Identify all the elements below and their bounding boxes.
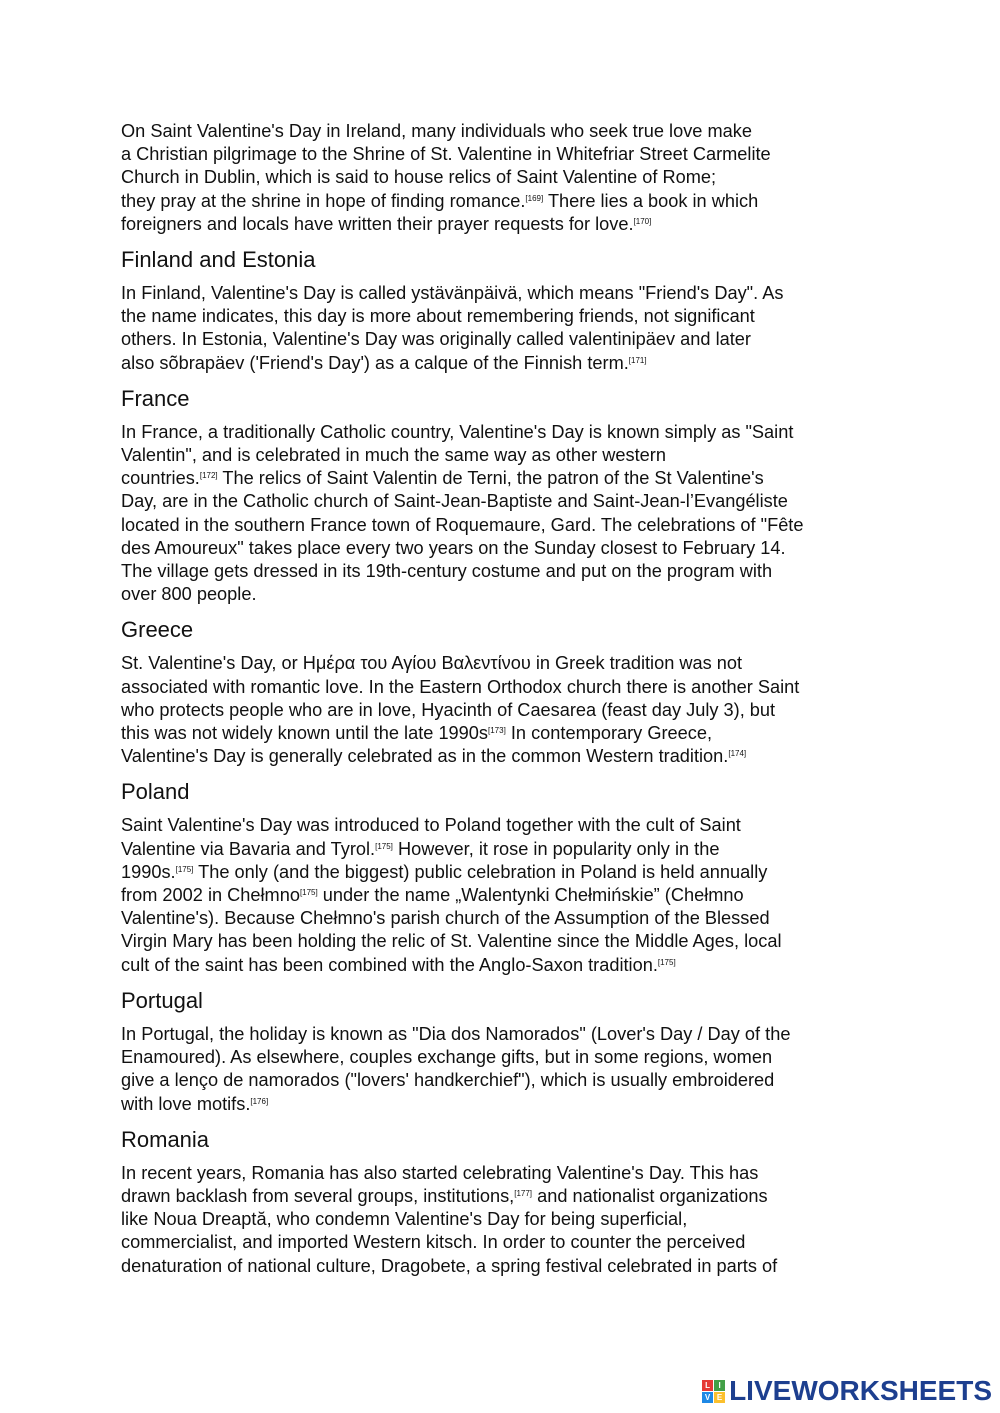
text-run: denaturation of national culture, Dragobete, a spring festival celebrated in parts of: [121, 1255, 778, 1276]
text-run: others. In Estonia, Valentine's Day was originally called valentinipäev and later: [121, 329, 751, 350]
citation-reference[interactable]: [175]: [657, 957, 676, 967]
citation-reference[interactable]: [172]: [199, 471, 218, 481]
citation-reference[interactable]: [173]: [488, 726, 506, 736]
citation-reference[interactable]: [170]: [633, 216, 652, 226]
citation-reference[interactable]: [175]: [175, 864, 194, 874]
text-run: foreigners and locals have written their prayer requests for love.: [121, 213, 634, 234]
text-run: like Noua Dreaptă, who condemn Valentine's Day for being superficial,: [121, 1209, 688, 1230]
logo-letter: V: [702, 1392, 713, 1403]
text-run: Valentin", and is celebrated in much the same way as other western: [121, 445, 666, 466]
section-heading: Finland and Estonia: [121, 247, 316, 273]
text-run: Valentine via Bavaria and Tyrol.: [121, 838, 376, 859]
text-run: In Finland, Valentine's Day is called ystävänpäivä, which means "Friend's Day". As: [121, 283, 784, 304]
liveworksheets-watermark: [702, 1375, 992, 1407]
section-paragraph: [121, 1023, 891, 1116]
text-run: located in the southern France town of Roquemaure, Gard. The celebrations of "Fête: [121, 514, 804, 535]
text-run: this was not widely known until the late 1990s: [121, 723, 488, 744]
text-run: In recent years, Romania has also started celebrating Valentine's Day. This has: [121, 1162, 759, 1183]
text-run: drawn backlash from several groups, institutions,: [121, 1185, 515, 1206]
citation-reference[interactable]: [169]: [525, 193, 544, 203]
citation-reference[interactable]: [175]: [375, 841, 393, 851]
citation-reference[interactable]: [176]: [250, 1096, 269, 1106]
text-run: Saint Valentine's Day was introduced to Poland together with the cult of Saint: [121, 815, 741, 836]
text-run: a Christian pilgrimage to the Shrine of St. Valentine in Whitefriar Street Carmelite: [121, 144, 771, 165]
section-heading: Greece: [121, 617, 194, 643]
text-run: commercialist, and imported Western kitsch. In order to counter the perceived: [121, 1232, 746, 1253]
text-run: Enamoured). As elsewhere, couples exchange gifts, but in some regions, women: [121, 1047, 773, 1068]
text-run: Valentine's Day is generally celebrated as in the common Western tradition.: [121, 746, 729, 767]
liveworksheets-logo-icon: [702, 1380, 725, 1403]
section-heading: Portugal: [121, 987, 203, 1013]
text-run: give a lenço de namorados ("lovers' handkerchief"), which is usually embroidered: [121, 1070, 775, 1091]
section-paragraph: [121, 421, 891, 607]
section-paragraph: [121, 1162, 891, 1278]
text-run: des Amoureux" takes place every two years on the Sunday closest to February 14.: [121, 537, 786, 558]
text-run: they pray at the shrine in hope of finding romance.: [121, 190, 526, 211]
text-run: The only (and the biggest) public celebration in Poland is held annually: [193, 861, 768, 882]
text-run: under the name „Walentynki Chełmińskie” (Chełmno: [317, 885, 744, 906]
text-run: from 2002 in Chełmno: [121, 885, 300, 906]
section-paragraph: [121, 282, 891, 375]
text-run: with love motifs.: [121, 1093, 251, 1114]
document-body: [121, 120, 891, 1278]
section-paragraph: [121, 120, 891, 236]
text-run: over 800 people.: [121, 584, 257, 605]
text-run: also sõbrapäev ('Friend's Day') as a calque of the Finnish term.: [121, 352, 629, 373]
text-run: St. Valentine's Day, or Ημέρα του Αγίου Βαλεντίνου in Greek tradition was not: [121, 653, 743, 674]
text-run: who protects people who are in love, Hyacinth of Caesarea (feast day July 3), but: [121, 699, 776, 720]
text-run: the name indicates, this day is more about remembering friends, not significant: [121, 306, 755, 327]
logo-letter: L: [702, 1380, 713, 1391]
section-heading: Poland: [121, 779, 190, 805]
text-run: However, it rose in popularity only in the: [392, 838, 720, 859]
citation-reference[interactable]: [174]: [728, 749, 747, 759]
watermark-text: LIVEWORKSHEETS: [729, 1375, 992, 1406]
text-run: In France, a traditionally Catholic country, Valentine's Day is known simply as "Saint: [121, 421, 794, 442]
text-run: Valentine's). Because Chełmno's parish church of the Assumption of the Blessed: [121, 908, 770, 929]
text-run: 1990s.: [121, 861, 176, 882]
text-run: Church in Dublin, which is said to house relics of Saint Valentine of Rome;: [121, 167, 717, 188]
text-run: In Portugal, the holiday is known as "Dia dos Namorados" (Lover's Day / Day of the: [121, 1023, 791, 1044]
citation-reference[interactable]: [177]: [514, 1188, 533, 1198]
citation-reference[interactable]: [171]: [628, 355, 647, 365]
text-run: In contemporary Greece,: [505, 723, 713, 744]
text-run: countries.: [121, 468, 200, 489]
section-paragraph: [121, 814, 891, 976]
logo-letter: I: [714, 1380, 725, 1391]
logo-letter: E: [714, 1392, 725, 1403]
section-heading: France: [121, 385, 190, 411]
text-run: associated with romantic love. In the Eastern Orthodox church there is another Saint: [121, 676, 800, 697]
text-run: and nationalist organizations: [532, 1185, 768, 1206]
section-heading: Romania: [121, 1126, 210, 1152]
text-run: cult of the saint has been combined with the Anglo-Saxon tradition.: [121, 954, 658, 975]
text-run: The relics of Saint Valentin de Terni, the patron of the St Valentine's: [217, 468, 764, 489]
citation-reference[interactable]: [175]: [299, 888, 318, 898]
text-run: Virgin Mary has been holding the relic of St. Valentine since the Middle Ages, local: [121, 931, 782, 952]
text-run: There lies a book in which: [543, 190, 759, 211]
text-run: Day, are in the Catholic church of Saint-Jean-Baptiste and Saint-Jean-l’Evangéliste: [121, 491, 788, 512]
text-run: The village gets dressed in its 19th-century costume and put on the program with: [121, 561, 773, 582]
text-run: On Saint Valentine's Day in Ireland, many individuals who seek true love make: [121, 121, 752, 141]
section-paragraph: [121, 652, 891, 768]
